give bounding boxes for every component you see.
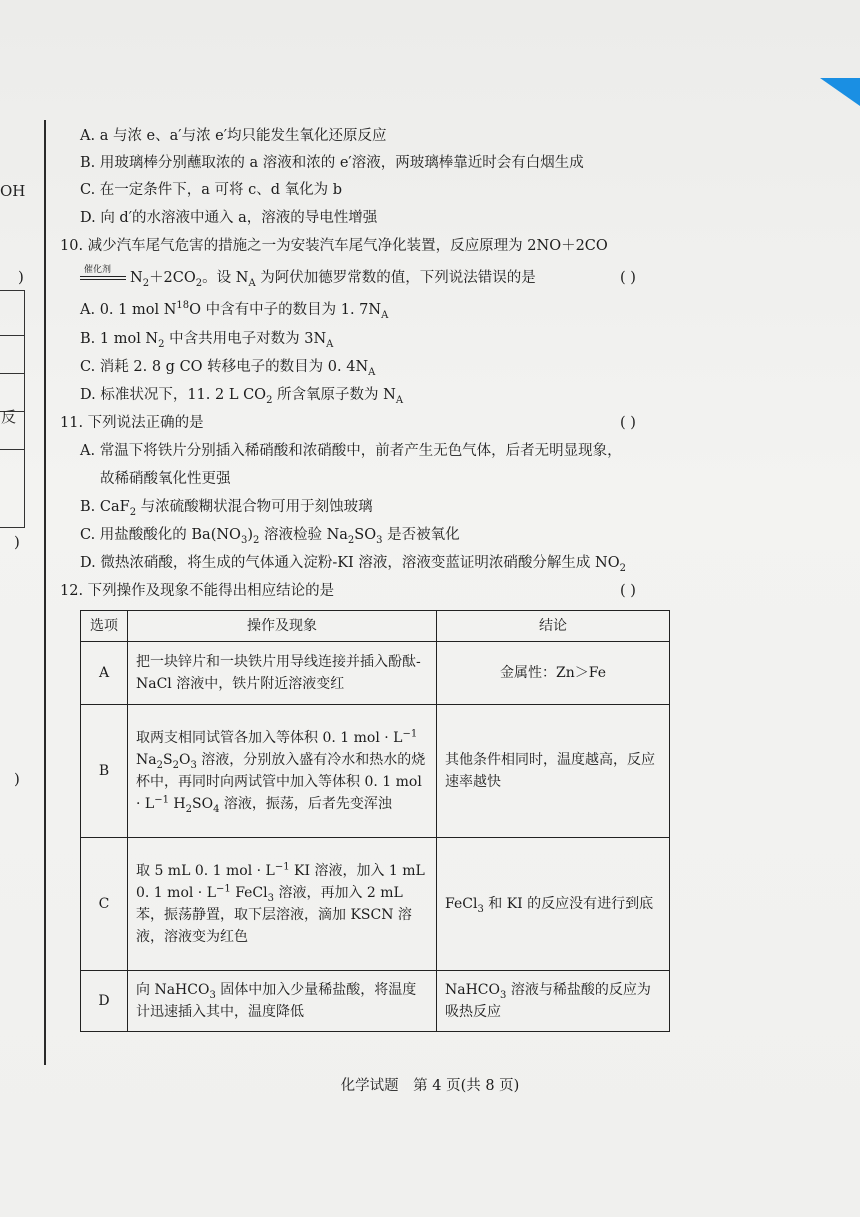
q11-option-a-line1: A. 常温下将铁片分别插入稀硝酸和浓硝酸中，前者产生无色气体，后者无明显现象，	[80, 443, 622, 459]
table-header: 操作及现象	[128, 611, 437, 642]
answer-paren: ( )	[620, 415, 636, 431]
option-cell: C	[81, 838, 128, 971]
q11-stem: 11. 下列说法正确的是	[60, 415, 204, 431]
answer-paren: ( )	[620, 270, 636, 286]
binding-margin-line	[44, 120, 46, 1065]
conclusion-cell: 其他条件相同时，温度越高，反应速率越快	[437, 705, 670, 838]
q10-option-a: A. 0. 1 mol $N^{18}O$ 中含有中子的数目为 1. $7N_A$	[80, 300, 389, 321]
q11-option-d: D. 微热浓硝酸，将生成的气体通入淀粉-KI 溶液，溶液变蓝证明浓硝酸分解生成 $NO_2$	[80, 555, 626, 574]
q11-option-a-line2: 故稀硝酸氧化性更强	[100, 471, 231, 487]
operation-cell: 取两支相同试管各加入等体积 0. 1 mol · $L^{-1}$ $Na_2S_2O_3$ 溶液，分别放入盛有冷水和热水的烧杯中，再同时向两试管中加入等体积 0. 1 mol · $L^{-1}$ $H_2SO_4$ 溶液，振荡，后者先变浑浊	[128, 705, 437, 838]
answer-paren: ( )	[620, 583, 636, 599]
q10-option-c: C. 消耗 2. 8 g CO 转移电子的数目为 0. $4N_A$	[80, 359, 376, 378]
left-fragment-fan: 反	[1, 408, 17, 426]
reaction-arrow-line	[80, 276, 126, 277]
q9-option-d: D. 向 d′的水溶液中通入 a，溶液的导电性增强	[80, 210, 378, 226]
conclusion-cell: NaHCO$_3$ 溶液与稀盐酸的反应为吸热反应	[437, 971, 670, 1032]
q10-option-d: D. 标准状况下，11. 2 L $CO_2$ 所含氧原子数为 $N_A$	[80, 387, 404, 406]
table-row	[81, 971, 670, 1032]
q10-stem-line1: 10. 减少汽车尾气危害的措施之一为安装汽车尾气净化装置，反应原理为 2NO＋2CO	[60, 238, 608, 254]
table-header: 选项	[81, 611, 128, 642]
left-fragment-paren: )	[14, 533, 20, 551]
table-row	[81, 838, 670, 971]
table-header: 结论	[437, 611, 670, 642]
q9-option-a: A. a 与浓 e、a′与浓 e′均只能发生氧化还原反应	[80, 128, 387, 144]
operation-cell: 向 NaHCO$_3$ 固体中加入少量稀盐酸，将温度计迅速插入其中，温度降低	[128, 971, 437, 1032]
q9-option-c: C. 在一定条件下，a 可将 c、d 氧化为 b	[80, 182, 343, 198]
option-cell: B	[81, 705, 128, 838]
conclusion-cell: FeCl$_3$ 和 KI 的反应没有进行到底	[437, 838, 670, 971]
operation-cell: 取 5 mL 0. 1 mol · $L^{-1}$ KI 溶液，加入 1 mL 0. 1 mol · $L^{-1}$ FeCl$_3$ 溶液，再加入 2 mL 苯，振荡静置，取下层溶液，滴加 KSCN 溶液，溶液变为红色	[128, 838, 437, 971]
table-row	[81, 642, 670, 705]
left-fragment-oh: OH	[0, 182, 26, 200]
conclusion-cell: 金属性：Zn＞Fe	[437, 642, 670, 705]
table-header-row	[81, 611, 670, 642]
page-footer: 化学试题 第 4 页(共 8 页)	[340, 1078, 520, 1094]
q9-option-b: B. 用玻璃棒分别蘸取浓的 a 溶液和浓的 e′溶液，两玻璃棒靠近时会有白烟生成	[80, 155, 584, 171]
option-cell: D	[81, 971, 128, 1032]
operation-cell: 把一块锌片和一块铁片用导线连接并插入酚酞-NaCl 溶液中，铁片附近溶液变红	[128, 642, 437, 705]
q10-option-b: B. 1 mol $N_2$ 中含共用电子对数为 $3N_A$	[80, 331, 334, 350]
catalyst-label: 催化剂	[84, 265, 112, 275]
left-fragment-paren: )	[14, 770, 20, 788]
table-row	[81, 705, 670, 838]
q10-stem-line2: $N_2+2CO_2$。设 $N_A$ 为阿伏加德罗常数的值，下列说法错误的是	[130, 270, 536, 289]
q11-option-c: C. 用盐酸酸化的 $Ba(NO_3)_2$ 溶液检验 $Na_2SO_3$ 是否被氧化	[80, 527, 460, 546]
corner-tab-icon	[820, 78, 860, 106]
reaction-arrow-line	[80, 279, 126, 280]
option-cell: A	[81, 642, 128, 705]
q12-stem: 12. 下列操作及现象不能得出相应结论的是	[60, 583, 335, 599]
q11-option-b: B. CaF$_2$ 与浓硫酸糊状混合物可用于刻蚀玻璃	[80, 499, 373, 518]
left-fragment-paren: )	[18, 268, 24, 286]
q12-table	[80, 610, 670, 1032]
